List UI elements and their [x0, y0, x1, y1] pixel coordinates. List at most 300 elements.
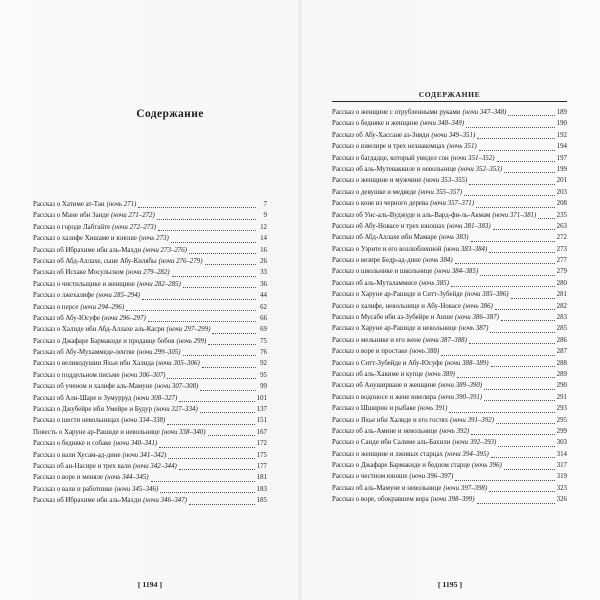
toc-entry-nights: (ночи 352–353)	[458, 165, 502, 173]
toc-entry-title: Рассказ о ювелире и трех незнакомцах	[332, 143, 445, 151]
toc-entry-title: Рассказ об Абд-Аллахе ибн Мамаре	[332, 234, 437, 242]
dot-leader	[200, 390, 256, 391]
toc-entry-title: Рассказ о Джафаре Бармакиде и бедном старце	[332, 462, 471, 470]
toc-entry-nights: (ночи 381–383)	[446, 222, 491, 230]
toc-entry-page: 7	[263, 200, 267, 208]
toc-entry-nights: (ночи 279–282)	[125, 269, 170, 277]
toc-entry-title: Рассказ о честном юноше	[332, 473, 408, 481]
toc-entry-page: 190	[556, 120, 567, 128]
toc-entry-page: 175	[256, 451, 267, 459]
toc-entry-title: Рассказ о вали Хусам-ад-дине	[33, 451, 121, 459]
toc-entry-title: Рассказ о Халиде ибн Абд-Аллахе аль-Касри	[33, 326, 165, 334]
dot-leader	[126, 310, 256, 311]
toc-entry-nights: (ночи 390–391)	[438, 393, 483, 401]
toc-entry-page: 323	[556, 484, 567, 492]
toc-entry-nights: (ночи 327–334)	[153, 406, 198, 414]
toc-entry	[33, 245, 267, 256]
toc-entry	[332, 255, 567, 266]
dot-leader	[477, 138, 554, 139]
toc-entry-page: 62	[260, 303, 267, 311]
toc-entry	[332, 141, 567, 152]
toc-entry-page: 326	[556, 496, 567, 504]
toc-entry-nights: (ночи 297–299)	[166, 326, 211, 334]
toc-entry-page: 101	[256, 394, 267, 402]
toc-entry-nights: (ночь 383)	[438, 234, 469, 242]
toc-entry-title: Рассказ о Шширин и рыбаке	[332, 405, 416, 413]
toc-entry	[33, 199, 267, 210]
toc-entry	[332, 198, 567, 209]
toc-entry-page: 288	[556, 359, 567, 367]
toc-entry-title: Рассказ об ан-Насире и трех вали	[33, 462, 131, 470]
page-title: Содержание	[136, 108, 204, 120]
dot-leader	[471, 434, 555, 435]
toc-entry-page: 277	[556, 257, 567, 265]
toc-entry-nights: (ночи 299–305)	[136, 349, 181, 357]
toc-entry-nights: (ночь 271)	[106, 200, 137, 208]
toc-entry-nights: (ночи 338–340)	[161, 428, 206, 436]
toc-entry-page: 208	[556, 200, 567, 208]
toc-entry-page: 99	[260, 383, 267, 391]
toc-entry-page: 76	[260, 349, 267, 357]
dot-leader	[183, 355, 256, 356]
toc-entry-nights: (ночи 347–348)	[462, 108, 507, 116]
toc-entry	[332, 335, 567, 346]
toc-entry	[332, 175, 567, 186]
header-rule	[332, 101, 567, 102]
toc-entry-page: 33	[260, 269, 267, 277]
toc-entry-title: Рассказ о Мусабе ибн аз-Зубейре и Аише	[332, 314, 454, 322]
dot-leader	[484, 389, 555, 390]
toc-entry-nights: (ночи 385–386)	[464, 291, 509, 299]
toc-entry	[33, 404, 267, 415]
toc-entry-title: Рассказ о девушке и медведе	[332, 188, 417, 196]
page-number-left: [ 1194 ]	[137, 580, 163, 589]
toc-entry-page: 16	[260, 246, 267, 254]
toc-entry-title: Рассказ об Абу-Хассане аз-Зияди	[332, 131, 430, 139]
toc-entry-title: Рассказ о Яхье ибн Халиде и его гостях	[332, 416, 449, 424]
dot-leader	[159, 447, 254, 448]
toc-entry-page: 283	[556, 314, 567, 322]
toc-entry-nights: (ночи 296–297)	[101, 314, 146, 322]
dot-leader	[451, 286, 555, 287]
toc-entry	[332, 380, 567, 391]
dot-leader	[479, 150, 555, 151]
toc-entry	[332, 346, 567, 357]
toc-entry-nights: (ночи 340–341)	[113, 440, 158, 448]
toc-entry-nights: (ночи 308–327)	[133, 394, 178, 402]
dot-leader	[183, 287, 256, 288]
dot-leader	[167, 378, 256, 379]
toc-entry-title: Рассказ о Харуне ар-Рашиде и невольнице	[332, 325, 457, 333]
dot-leader	[441, 355, 554, 356]
toc-entry-page: 183	[256, 485, 267, 493]
toc-entry	[33, 336, 267, 347]
toc-entry-title: Рассказ о чистильщике и женщине	[33, 280, 135, 288]
dot-leader	[208, 344, 256, 345]
toc-entry	[332, 494, 567, 505]
toc-entry-title: Рассказ о шести невольницах	[33, 417, 120, 425]
dot-leader	[142, 299, 256, 300]
toc-entry	[332, 392, 567, 403]
toc-entry	[332, 289, 567, 300]
dot-leader	[208, 435, 255, 436]
toc-entry-nights: (ночь 384)	[422, 257, 453, 265]
toc-entry-page: 263	[556, 222, 567, 230]
toc-entry	[33, 438, 267, 449]
running-head: СОДЕРЖАНИЕ	[418, 90, 481, 99]
toc-entry	[33, 415, 267, 426]
toc-entry	[33, 381, 267, 392]
toc-entry	[332, 460, 567, 471]
dot-leader	[455, 263, 555, 264]
toc-entry	[33, 358, 267, 369]
toc-entry-nights: (ночь 396)	[472, 462, 502, 470]
dot-leader	[490, 332, 554, 333]
toc-entry-title: Рассказ о халифе Хишаме и юноше	[33, 235, 137, 243]
toc-entry-title: Рассказ об ученом и халифе аль-Мамуне	[33, 383, 153, 391]
toc-entry-nights: (ночи 386–387)	[455, 314, 499, 322]
toc-entry-title: Рассказ о городе Лабтайте	[33, 223, 111, 231]
toc-entry-nights: (ночи 285–294)	[96, 292, 140, 300]
dot-leader	[466, 127, 555, 128]
toc-entry-title: Рассказ о поддельном письме	[33, 371, 120, 379]
toc-entry-page: 272	[556, 234, 567, 242]
toc-entry	[332, 244, 567, 255]
dot-leader	[493, 229, 555, 230]
toc-entry-page: 9	[263, 212, 267, 220]
toc-entry-nights: (ночи 346–347)	[143, 497, 187, 505]
toc-entry-nights: (ночи 294–296)	[80, 303, 125, 311]
toc-entry-nights: (ночи 384–385)	[434, 268, 479, 276]
toc-entry-nights: (ночи 383–384)	[443, 245, 488, 253]
toc-entry	[33, 461, 267, 472]
toc-entry-page: 95	[260, 371, 267, 379]
toc-entry-page: 66	[260, 314, 267, 322]
toc-entry-title: Рассказ о коне из черного дерева	[332, 200, 429, 208]
dot-leader	[476, 207, 555, 208]
dot-leader	[471, 241, 555, 242]
right-page	[300, 0, 600, 600]
dot-leader	[205, 264, 256, 265]
toc-entry	[332, 187, 567, 198]
toc-entry	[332, 369, 567, 380]
toc-entry-page: 295	[556, 416, 567, 424]
toc-entry-nights: (ночи 353–355)	[423, 177, 468, 185]
toc-entry-nights: (ночь 386)	[463, 302, 493, 310]
toc-entry-page: 303	[556, 439, 567, 447]
dot-leader	[480, 275, 555, 276]
toc-entry-page: 299	[556, 427, 567, 435]
dot-leader	[489, 252, 554, 253]
toc-entry	[33, 313, 267, 324]
toc-entry	[332, 118, 567, 129]
toc-entry-title: Рассказ об аль-Мутеваккиле и невольнице	[332, 165, 457, 173]
toc-entry-nights: (ночи 357–371)	[430, 200, 475, 208]
dot-leader	[158, 230, 256, 231]
dot-leader	[455, 480, 554, 481]
toc-entry-page: 293	[556, 405, 567, 413]
toc-entry-title: Рассказ об Абу-Новасе и трех юношах	[332, 222, 445, 230]
toc-entry-title: Рассказ о персе	[33, 303, 79, 311]
toc-entry	[33, 210, 267, 221]
toc-entry-nights: (ночь 344–345)	[104, 474, 149, 482]
toc-entry-nights: (ночи 306–307)	[121, 371, 166, 379]
toc-entry-page: 285	[556, 325, 567, 333]
dot-leader	[172, 276, 256, 277]
toc-entry	[33, 347, 267, 358]
toc-entry-title: Рассказ о школьнике и школьнице	[332, 268, 433, 276]
toc-entry-nights: (ночи 305–306)	[155, 360, 200, 368]
toc-entry-title: Рассказ о Узрите и его возлюбленной	[332, 245, 442, 253]
toc-entry-title: Рассказ о бедняке и собаке	[33, 440, 112, 448]
toc-entry-title: Рассказ об Абд-Аллахе, сыне Абу-Килябы	[33, 257, 157, 265]
dot-leader	[469, 343, 555, 344]
toc-entry-title: Рассказ о водоносе и жене ювелира	[332, 393, 437, 401]
dot-leader	[179, 469, 255, 470]
toc-entry-page: 177	[256, 462, 267, 470]
toc-entry-page: 273	[556, 245, 567, 253]
dot-leader	[489, 491, 554, 492]
dot-leader	[504, 172, 555, 173]
toc-entry-page: 314	[556, 450, 567, 458]
dot-leader	[538, 218, 554, 219]
dot-leader	[477, 503, 555, 504]
toc-entry	[33, 495, 267, 506]
toc-entry-title: Рассказ об Абу-Юсуфе	[33, 314, 100, 322]
toc-entry-title: Рассказ о мельнике и его жене	[332, 336, 422, 344]
toc-entry-page: 286	[556, 336, 567, 344]
toc-entry-page: 279	[556, 268, 567, 276]
toc-entry-page: 194	[556, 143, 567, 151]
toc-entry-nights: (ночи 355–357)	[418, 188, 463, 196]
toc-entry-nights: (ночи 342–344)	[132, 462, 177, 470]
toc-entry-title: Рассказ об Ибрахиме ибн аль-Махди	[33, 497, 142, 505]
toc-entry-title: Рассказ о бедняке и женщине	[332, 120, 419, 128]
toc-entry	[332, 483, 567, 494]
toc-entry-nights: (ночи 348–349)	[420, 120, 465, 128]
dot-leader	[212, 333, 256, 334]
toc-entry	[332, 415, 567, 426]
toc-entry	[332, 323, 567, 334]
toc-entry-nights: (ночи 282–285)	[136, 280, 181, 288]
toc-entry	[332, 449, 567, 460]
dot-leader	[449, 412, 554, 413]
toc-entry-page: 290	[556, 382, 567, 390]
toc-entry	[332, 232, 567, 243]
toc-entry-page: 172	[256, 440, 267, 448]
toc-entry-page: 199	[556, 165, 567, 173]
toc-entry-page: 151	[256, 417, 267, 425]
toc-entry-page: 92	[260, 360, 267, 368]
toc-entry-nights: (ночи 341–342)	[122, 451, 167, 459]
dot-leader	[189, 253, 256, 254]
toc-entry-nights: (ночь 391)	[417, 405, 448, 413]
toc-entry-title: Повесть о Харуне ар-Рашиде и невольнице	[33, 428, 160, 436]
toc-entry	[33, 290, 267, 301]
dot-leader	[202, 367, 256, 368]
toc-entry-title: Рассказ о женщине с отрубленными руками	[332, 108, 461, 116]
toc-entry-nights: (ночи 391–392)	[450, 416, 495, 424]
toc-entry	[332, 130, 567, 141]
toc-entry-nights: (ночи 396–397)	[409, 473, 454, 481]
toc-entry-page: 203	[556, 188, 567, 196]
toc-entry	[332, 358, 567, 369]
toc-entry-title: Рассказ о женщине и мужчине	[332, 177, 422, 185]
toc-entry-title: Рассказ о багдадце, который увидел сон	[332, 154, 449, 162]
toc-entry-nights: (ночи 388–389)	[444, 359, 489, 367]
toc-entry	[33, 484, 267, 495]
toc-entry-nights: (ночь 351)	[446, 143, 477, 151]
dot-leader	[160, 492, 254, 493]
toc-entry	[332, 221, 567, 232]
toc-entry	[33, 256, 267, 267]
toc-entry-title: Рассказ о воре, обокравшем вора	[332, 496, 429, 504]
toc-entry-title: Рассказ об аль-Амине и невольнице	[332, 427, 438, 435]
toc-entry-title: Рассказ об аль-Муталаммисе	[332, 279, 418, 287]
toc-entry-title: Рассказ о Ситт-Зубейде и Абу-Юсуфе	[332, 359, 443, 367]
toc-entry-title: Рассказ о воре и простаке	[332, 348, 408, 356]
dot-leader	[464, 195, 555, 196]
toc-entry	[332, 437, 567, 448]
dot-leader	[511, 298, 555, 299]
toc-entry-page: 280	[556, 279, 567, 287]
dot-leader	[148, 321, 256, 322]
dot-leader	[484, 400, 555, 401]
toc-entry-nights: (ночи 334–338)	[121, 417, 166, 425]
dot-leader	[498, 446, 554, 447]
toc-entry-title: Рассказ о воре и меняле	[33, 474, 103, 482]
toc-entry	[332, 107, 567, 118]
toc-entry-nights: (ночи 389–390)	[438, 382, 483, 390]
toc-entry	[332, 210, 567, 221]
toc-entry-page: 282	[556, 302, 567, 310]
dot-leader	[495, 309, 555, 310]
dot-leader	[497, 161, 555, 162]
toc-entry-page: 317	[556, 462, 567, 470]
toc-entry	[332, 403, 567, 414]
toc-entry-title: Рассказ об аль-Мамуне и невольнице	[332, 484, 442, 492]
dot-leader	[501, 320, 555, 321]
toc-entry-page: 26	[260, 257, 267, 265]
toc-entry	[33, 324, 267, 335]
dot-leader	[508, 115, 554, 116]
toc-entry-nights: (ночь 273)	[139, 235, 169, 243]
toc-entry-page: 44	[260, 292, 267, 300]
toc-entry-title: Рассказ о Хатиме ат-Таи	[33, 200, 105, 208]
toc-entry-title: Рассказ об Ануширване и женщине	[332, 382, 437, 390]
dot-leader	[469, 184, 554, 185]
dot-leader	[167, 424, 254, 425]
toc-entry-page: 192	[556, 131, 567, 139]
toc-entry-page: 189	[556, 108, 567, 116]
toc-entry-nights: (ночи 349–351)	[431, 131, 476, 139]
dot-leader	[491, 366, 555, 367]
toc-entry-page: 235	[556, 211, 567, 219]
toc-entry-title: Рассказ о лжехалифе	[33, 292, 95, 300]
toc-entry-title: Рассказ о везире Бедр-ад-дине	[332, 257, 421, 265]
toc-entry-nights: (ночь 299)	[176, 337, 207, 345]
toc-entry-page: 69	[260, 326, 267, 334]
toc-entry-title: Рассказ об Исхаке Мосульском	[33, 269, 124, 277]
dot-leader	[151, 481, 255, 482]
toc-entry-nights: (ночь 388)	[409, 348, 440, 356]
toc-entry-nights: (ночи 307–308)	[154, 383, 199, 391]
toc-entry	[33, 472, 267, 483]
dot-leader	[168, 458, 254, 459]
toc-entry	[332, 472, 567, 483]
toc-entry-page: 289	[556, 370, 567, 378]
toc-entry-nights: (ночи 276–279)	[158, 257, 203, 265]
toc-entry-nights: (ночь 392)	[439, 427, 470, 435]
toc-entry-nights: (ночь 385)	[419, 279, 449, 287]
toc-entry	[332, 164, 567, 175]
dot-leader	[200, 412, 255, 413]
toc-entry-nights: (ночи 387–388)	[423, 336, 467, 344]
dot-leader	[171, 242, 256, 243]
toc-entry-title: Рассказ о халифе, невольнице и Абу-Новасе	[332, 302, 462, 310]
dot-leader	[157, 219, 256, 220]
toc-entry	[33, 233, 267, 244]
toc-entry-page: 12	[260, 223, 267, 231]
dot-leader	[179, 401, 254, 402]
toc-entry-page: 185	[256, 497, 267, 505]
toc-entry-page: 36	[260, 280, 267, 288]
toc-entry	[332, 301, 567, 312]
dot-leader	[457, 377, 555, 378]
toc-entry-title: Рассказ об Ибрахиме ибн аль-Махди	[33, 246, 142, 254]
toc-entry-title: Рассказ о Харуне ар-Рашиде и Ситт-Зубейде	[332, 291, 463, 299]
toc-entry-page: 197	[556, 154, 567, 162]
dot-leader	[504, 469, 555, 470]
toc-entry	[33, 222, 267, 233]
toc-entry	[33, 450, 267, 461]
toc-entry-nights: (ночи 273–276)	[143, 246, 187, 254]
toc-entry-page: 167	[256, 428, 267, 436]
toc-entry-title: Рассказ об Абу-Мухаммеде-лентяе	[33, 349, 135, 357]
dot-leader	[496, 423, 555, 424]
dot-leader	[491, 457, 555, 458]
toc-entry-title: Рассказ о великодушии Яхьи ибн Халида	[33, 360, 154, 368]
toc-entry-title: Рассказ о Мане ибн Заиде	[33, 212, 109, 220]
toc-entry-nights: (ночь 387)	[458, 325, 489, 333]
toc-entry-nights: (ночи 351–352)	[450, 154, 495, 162]
toc-entry-page: 75	[260, 337, 267, 345]
toc-entry-title: Рассказ об Унс-аль-Вуджуде и аль-Вард-фи-ль-Акмам	[332, 211, 491, 219]
dot-leader	[138, 207, 256, 208]
toc-entry-nights: (ночи 394–395)	[445, 450, 489, 458]
toc-entry-title: Рассказ о женщине и лживых старцах	[332, 450, 443, 458]
toc-entry-nights: (ночи 398–399)	[430, 496, 475, 504]
page-number-right: [ 1195 ]	[437, 580, 463, 589]
toc-entry-page: 201	[556, 177, 567, 185]
toc-entry-nights: (ночи 271–272)	[110, 212, 155, 220]
toc-entry	[33, 427, 267, 438]
toc-entry	[33, 279, 267, 290]
toc-entry-page: 281	[556, 291, 567, 299]
toc-list-right	[332, 107, 567, 506]
toc-entry-title: Рассказ о вали и работнике	[33, 485, 113, 493]
toc-entry-nights: (ночь 389)	[425, 370, 455, 378]
toc-entry-title: Рассказ о Джафаре Бармакиде и продавце бобов	[33, 337, 175, 345]
toc-entry-title: Рассказ об Али-Шаре и Зумурруд	[33, 394, 132, 402]
toc-entry-nights: (ночи 345–346)	[114, 485, 159, 493]
toc-entry-page: 137	[256, 406, 267, 414]
toc-entry	[33, 370, 267, 381]
toc-entry	[33, 267, 267, 278]
toc-entry-title: Рассказ о Саиде ибн Салиме аль-Бахили	[332, 439, 451, 447]
toc-entry	[332, 426, 567, 437]
toc-entry-page: 181	[256, 474, 267, 482]
